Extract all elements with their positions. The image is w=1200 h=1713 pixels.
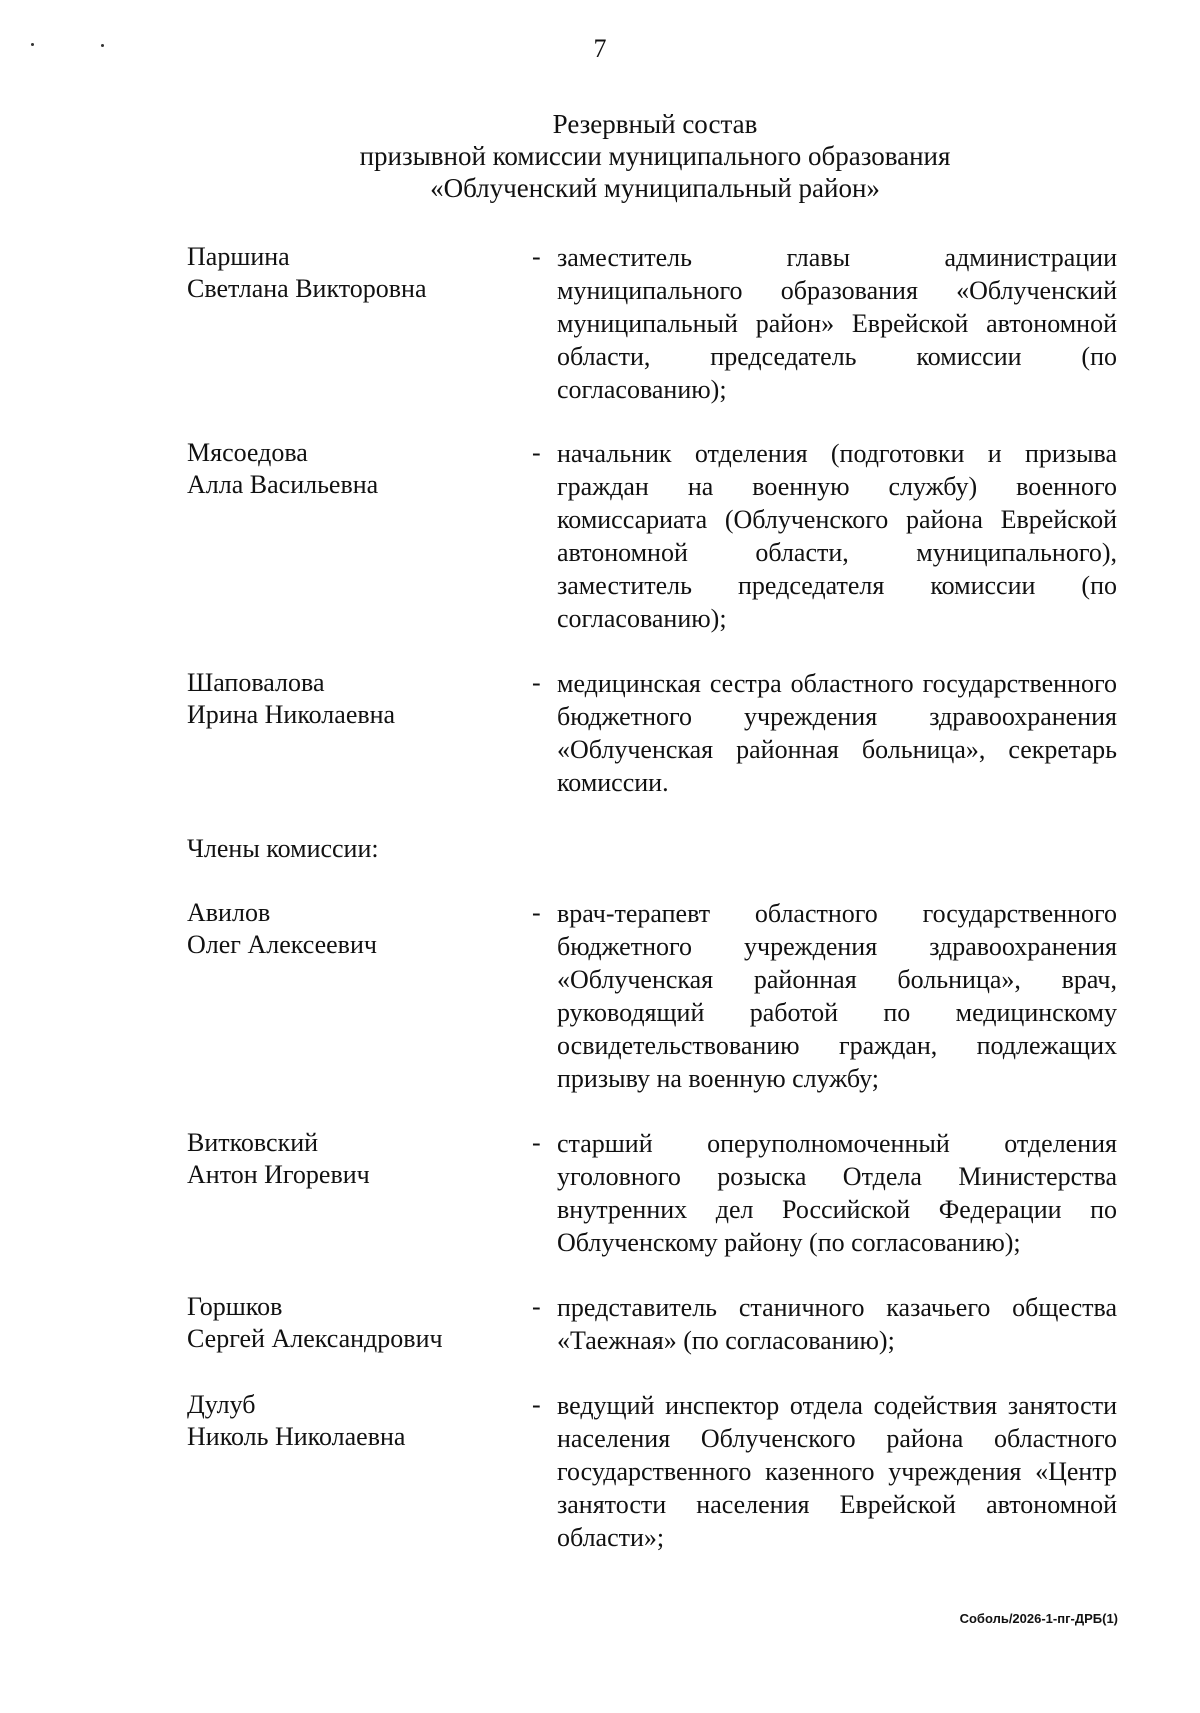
document-code: Соболь/2026-1-пг-ДРБ(1) bbox=[959, 1611, 1118, 1626]
person-role: представитель станичного казачьего общества «Таежная» (по согласованию); bbox=[557, 1293, 1117, 1355]
person-given-name: Олег Алексеевич bbox=[187, 930, 377, 959]
entry-dash: - bbox=[532, 898, 541, 927]
members-section-label: Члены комиссии: bbox=[187, 834, 379, 863]
entry-dash: - bbox=[532, 668, 541, 697]
person-name bbox=[187, 1389, 527, 1453]
person-given-name: Алла Васильевна bbox=[187, 470, 379, 499]
person-surname: Дулуб bbox=[187, 1390, 256, 1419]
person-role: начальник отделения (подготовки и призыва граждан на военную службу) военного комиссариата (Облученского района Еврейской автономной области, муниципального), заместитель председателя комиссии (по согласованию); bbox=[557, 439, 1117, 633]
person-role: старший оперуполномоченный отделения уголовного розыска Отдела Министерства внутренних дел Российской Федерации по Облученскому району (по согласованию); bbox=[557, 1129, 1117, 1257]
person-name bbox=[187, 437, 527, 501]
person-surname: Шаповалова bbox=[187, 668, 325, 697]
person-given-name: Антон Игоревич bbox=[187, 1160, 370, 1189]
person-surname: Авилов bbox=[187, 898, 271, 927]
person-role: медицинская сестра областного государственного бюджетного учреждения здравоохранения «Облученская районная больница», секретарь комиссии. bbox=[557, 669, 1117, 797]
person-surname: Витковский bbox=[187, 1128, 319, 1157]
person-name bbox=[187, 667, 527, 731]
person-name bbox=[187, 1291, 527, 1355]
entry-dash: - bbox=[532, 438, 541, 467]
person-surname: Паршина bbox=[187, 242, 290, 271]
person-role: врач-терапевт областного государственного бюджетного учреждения здравоохранения «Облученская районная больница», врач, руководящий работой по медицинскому освидетельствованию граждан, подлежащих призыву на военную службу; bbox=[557, 899, 1117, 1093]
person-given-name: Ирина Николаевна bbox=[187, 700, 396, 729]
person-surname: Мясоедова bbox=[187, 438, 308, 467]
person-role: ведущий инспектор отдела содействия занятости населения Облученского района областного государственного казенного учреждения «Центр занятости населения Еврейской автономной области»; bbox=[557, 1391, 1117, 1552]
entry-dash: - bbox=[532, 1292, 541, 1321]
title-line-1: Резервный состав bbox=[552, 109, 758, 139]
person-given-name: Сергей Александрович bbox=[187, 1324, 443, 1353]
entry-dash: - bbox=[532, 1128, 541, 1157]
person-role: заместитель главы администрации муниципального образования «Облученский муниципальный район» Еврейской автономной области, председатель комиссии (по согласованию); bbox=[557, 243, 1117, 404]
person-name bbox=[187, 897, 527, 961]
person-name bbox=[187, 1127, 527, 1191]
title-line-2: призывной комиссии муниципального образования bbox=[359, 141, 951, 171]
person-name bbox=[187, 241, 527, 305]
title-line-3: «Облученский муниципальный район» bbox=[430, 173, 880, 203]
person-given-name: Светлана Викторовна bbox=[187, 274, 427, 303]
entry-dash: - bbox=[532, 242, 541, 271]
person-surname: Горшков bbox=[187, 1292, 283, 1321]
person-given-name: Николь Николаевна bbox=[187, 1422, 406, 1451]
page-number: 7 bbox=[593, 34, 607, 63]
entry-dash: - bbox=[532, 1390, 541, 1419]
document-title bbox=[0, 108, 1200, 204]
